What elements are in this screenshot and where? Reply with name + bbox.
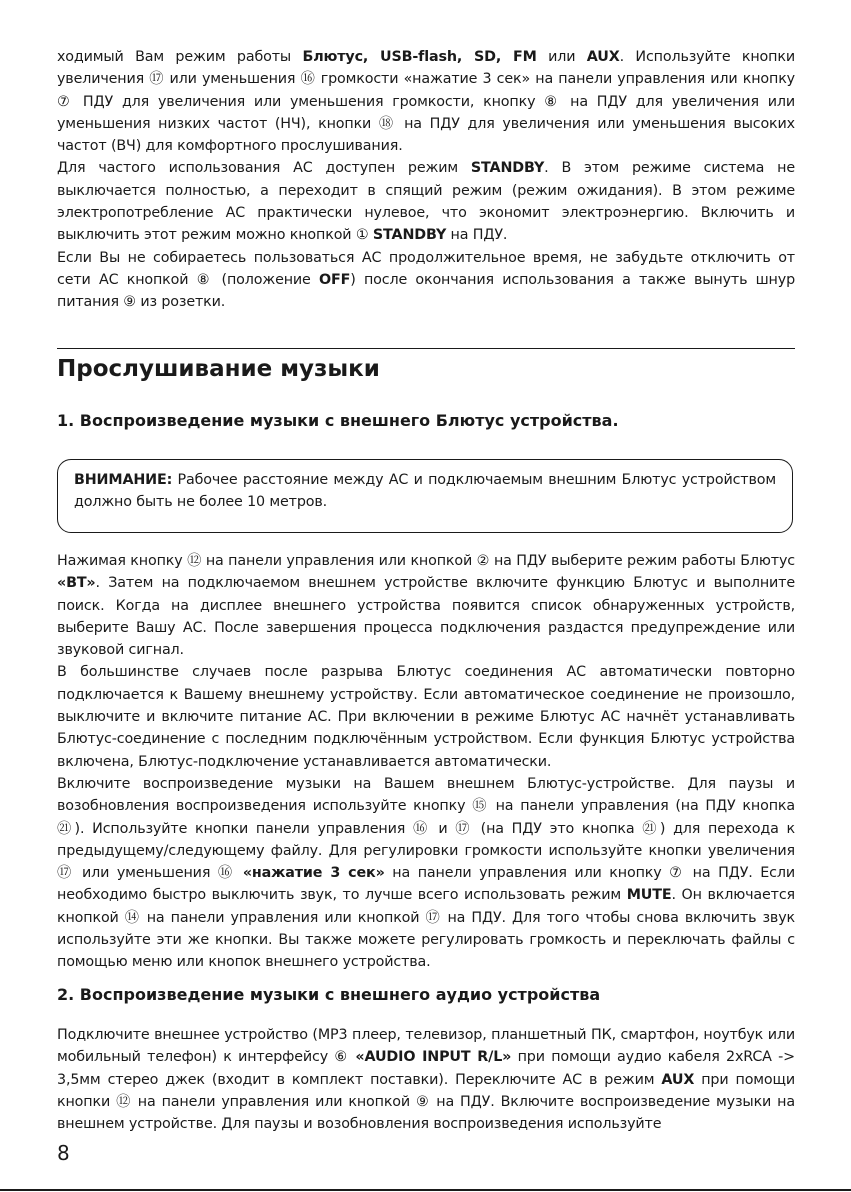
sub2-paragraph-1: Подключите внешнее устройство (МР3 плеер, телевизор, планшетный ПК, смартфон, ноутбук или мобильный телефон) к интерфейсу ⑥ «AUDIO INPUT R/L» при помощи аудио кабеля 2xRCA -> 3,5мм стерео джек (входит в комплект поставки). Переключите АС в режим AUX при помощи кнопки ⑫ на панели управления или кнопкой ⑨ на ПДУ. Включите воспроизведение музыки на внешнем устройстве. Для паузы и возобновления воспроизведения используйте [57, 1027, 795, 1133]
subsection-2-body [57, 1024, 795, 1135]
page-number: 8 [57, 1141, 70, 1165]
intro-paragraph-3: Если Вы не собираетесь пользоваться АС продолжительное время, не забудьте отключить от сети АС кнопкой ⑧ (положение OFF) после окончания использования а также вынуть шнур питания ⑨ из розетки. [57, 249, 795, 311]
sub1-paragraph-2: В большинстве случаев после разрыва Блютус соединения АС автоматически повторно подключается к Вашему внешнему устройству. Если автоматическое соединение не произошло, выключите и включите питание АС. При включении в режиме Блютус АС начнёт устанавливать Блютус-соединение с последним подключённым устройством. Если функция Блютус устройства включена, Блютус-подключение устанавливается автоматически. [57, 664, 795, 770]
section-title: Прослушивание музыки [57, 356, 380, 382]
sub1-paragraph-3: Включите воспроизведение музыки на Вашем внешнем Блютус-устройстве. Для паузы и возобновления воспроизведения используйте кнопку ⑮ на панели управления (на ПДУ кнопка ㉑). Используйте кнопки панели управления ⑯ и ⑰ (на ПДУ это кнопка ㉑) для перехода к предыдущему/следующему файлу. Для регулировки громкости используйте кнопки увеличения ⑰ или уменьшения ⑯ «нажатие 3 сек» на панели управления или кнопку ⑦ на ПДУ. Если необходимо быстро выключить звук, то лучше всего использовать режим MUTE. Он включается кнопкой ⑭ на панели управления или кнопкой ⑰ на ПДУ. Для того чтобы снова включить звук используйте эти же кнопки. Вы также можете регулировать громкость и переключать файлы с помощью меню или кнопок внешнего устройства. [57, 775, 795, 971]
intro-paragraph-2: Для частого использования АС доступен режим STANDBY. В этом режиме система не выключается полностью, а переходит в спящий режим (режим ожидания). В этом режиме электропотребление АС практически нулевое, что экономит электроэнергию. Включить и выключить этот режим можно кнопкой ① STANDBY на ПДУ. [57, 160, 795, 244]
warning-box [57, 459, 793, 533]
subsection-2-title: 2. Воспроизведение музыки с внешнего аудио устройства [57, 985, 601, 1004]
intro-block [57, 46, 795, 314]
sub1-paragraph-1: Нажимая кнопку ⑫ на панели управления или кнопкой ② на ПДУ выберите режим работы Блютус «BT». Затем на подключаемом внешнем устройстве включите функцию Блютус и выполните поиск. Когда на дисплее внешнего устройства появится список обнаруженных устройств, выберите Вашу АС. После завершения процесса подключения раздастся предупреждение или звуковой сигнал. [57, 553, 795, 659]
section-divider [57, 348, 795, 349]
intro-paragraph-1: ходимый Вам режим работы Блютус, USB-flash, SD, FM или AUX. Используйте кнопки увеличения ⑰ или уменьшения ⑯ громкости «нажатие 3 сек» на панели управления или кнопку ⑦ ПДУ для увеличения или уменьшения громкости, кнопку ⑧ на ПДУ для увеличения или уменьшения низких частот (НЧ), кнопки ⑱ на ПДУ для увеличения или уменьшения высоких частот (ВЧ) для комфортного прослушивания. [57, 49, 795, 155]
bottom-border [0, 1189, 851, 1191]
warning-text: ВНИМАНИЕ: Рабочее расстояние между АС и подключаемым внешним Блютус устройством должно быть не более 10 метров. [74, 472, 776, 510]
subsection-1-body [57, 550, 795, 974]
subsection-1-title: 1. Воспроизведение музыки с внешнего Блютус устройства. [57, 411, 619, 430]
